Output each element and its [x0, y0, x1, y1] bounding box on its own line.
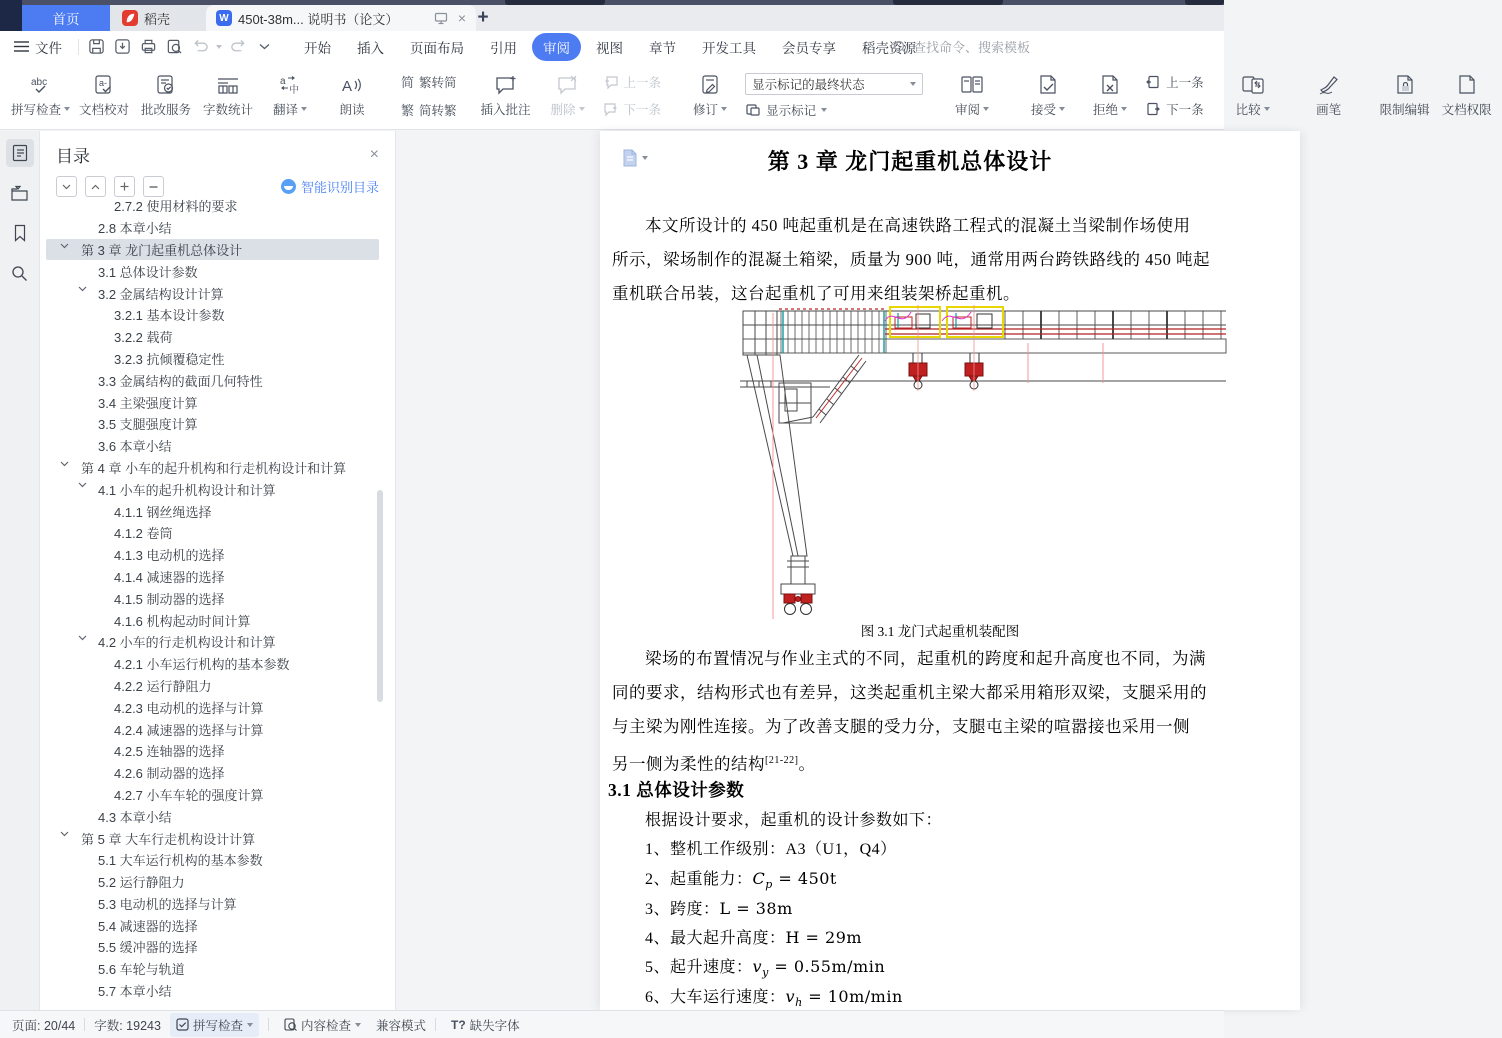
search-icon: [893, 40, 907, 54]
content-check-status-label: 内容检查: [300, 1018, 351, 1033]
accept-change-label: 接受: [1031, 102, 1057, 117]
export-button[interactable]: [109, 36, 135, 58]
next-change-label: 下一条: [1166, 103, 1204, 117]
accept-change-button[interactable]: [1017, 66, 1079, 126]
toc-item[interactable]: [46, 696, 379, 718]
tab-home-label: 首页: [52, 12, 80, 27]
track-changes-icon: [699, 74, 721, 96]
translate-label: 翻译: [273, 102, 299, 117]
param-line: 3、跨度：L = 38m: [645, 898, 793, 918]
paragraph-text: 另一侧为柔性的结构: [612, 754, 765, 774]
menu-bar: [0, 31, 1224, 62]
toc-item-label: 第 4 章 小车的起升机构和行走机构设计和计算: [81, 460, 347, 476]
trad-char-icon: 繁: [401, 103, 415, 118]
menu-tab-1[interactable]: 插入: [357, 40, 384, 56]
svg-text:a-: a-: [99, 77, 108, 88]
toc-item[interactable]: [46, 326, 379, 348]
prev-comment-icon: [603, 75, 619, 89]
markup-state-select[interactable]: [745, 73, 923, 95]
ink-brush-label: 画笔: [1316, 102, 1342, 117]
toc-item-label: 3.1 总体设计参数: [98, 264, 198, 280]
collapse-all-button[interactable]: [85, 176, 106, 197]
toc-panel-title: 目录: [56, 147, 90, 166]
toc-item[interactable]: [46, 653, 379, 675]
search-icon: [11, 265, 28, 282]
undo-button[interactable]: [187, 36, 213, 58]
toc-item[interactable]: [46, 522, 379, 544]
doc-proofread-label: 文档校对: [79, 102, 130, 117]
paragraph-line: 本文所设计的 450 吨起重机是在高速铁路工程式的混凝土当梁制作场使用: [645, 216, 1191, 235]
toc-item-label: 4.2.4 减速器的选择与计算: [114, 722, 264, 738]
toc-item-label: 4.2.1 小车运行机构的基本参数: [114, 657, 290, 673]
simp-char-icon: 简: [401, 75, 415, 90]
toc-item[interactable]: [46, 718, 379, 740]
param-line: 5、起升速度：$v_y = 0.55m/\min$: [645, 957, 886, 980]
toc-item-label: 4.1.6 机构起动时间计算: [114, 613, 251, 629]
track-changes-button[interactable]: [679, 66, 741, 126]
smart-toc-label: 智能识别目录: [300, 180, 379, 195]
expand-all-button[interactable]: [56, 176, 77, 197]
spell-check-status-label: 拼写检查: [192, 1018, 243, 1033]
toc-item[interactable]: [46, 980, 379, 1002]
toc-item-label: 3.2.2 载荷: [114, 330, 173, 346]
menu-tab-4[interactable]: 审阅: [532, 33, 581, 61]
chevron-down-icon[interactable]: [78, 635, 87, 641]
tab-document-label: 450t-38m... 说明书（论文）: [238, 11, 399, 27]
folder-flag-icon: [10, 185, 29, 202]
smart-toc-icon: [281, 179, 296, 194]
save-button[interactable]: [83, 36, 109, 58]
insert-comment-button[interactable]: [475, 66, 537, 126]
tab-docer-label: 稻壳: [144, 11, 171, 27]
doc-proofread-button[interactable]: [73, 66, 135, 126]
toc-list: [40, 195, 395, 1010]
correction-service-label: 批改服务: [141, 102, 192, 117]
checkbox-checked-icon: [176, 1018, 189, 1031]
correction-service-icon: [155, 74, 177, 96]
new-tab-button[interactable]: [470, 5, 496, 31]
toc-item-label: 5.1 大车运行机构的基本参数: [98, 853, 263, 869]
prev-comment-label: 上一条: [623, 76, 662, 90]
markup-state-value: 显示标记的最终状态: [752, 77, 865, 92]
simp-to-trad-button[interactable]: [401, 100, 457, 119]
toc-item[interactable]: [46, 217, 379, 239]
toc-item-label: 5.5 缓冲器的选择: [98, 940, 198, 956]
toc-item[interactable]: [46, 827, 379, 849]
trad-to-simp-label: 繁转简: [419, 75, 457, 90]
side-icon-strip: [0, 131, 40, 1010]
undo-dropdown-icon[interactable]: [213, 36, 225, 58]
figure-caption: 图 3.1 龙门式起重机装配图: [860, 624, 1020, 639]
toc-item[interactable]: [46, 566, 379, 588]
bookmark-icon: [13, 224, 27, 242]
compare-label: 比较: [1235, 102, 1261, 117]
chapter-title: 第 3 章 龙门起重机总体设计: [767, 149, 1053, 174]
menu-tab-9[interactable]: 稻壳资源: [862, 40, 916, 56]
toc-item[interactable]: [46, 762, 379, 784]
chevron-down-icon[interactable]: [78, 482, 87, 488]
document-page[interactable]: [600, 131, 1300, 1010]
toc-item-label: 4.2.6 制动器的选择: [114, 766, 225, 782]
restrict-editing-icon: [1394, 74, 1416, 96]
next-change-icon: [1145, 102, 1161, 116]
read-aloud-label: 朗读: [339, 102, 365, 117]
toc-item[interactable]: [46, 631, 379, 653]
tabbar-left-corner: [0, 0, 22, 31]
toc-item-label: 5.2 运行静阻力: [98, 875, 185, 891]
toc-item-label: 第 3 章 龙门起重机总体设计: [81, 242, 243, 258]
next-change-button[interactable]: [1145, 100, 1204, 118]
smart-toc-button[interactable]: [281, 177, 379, 196]
prev-change-button[interactable]: [1145, 73, 1204, 91]
command-search[interactable]: [893, 31, 1030, 62]
menu-tab-0[interactable]: 开始: [304, 40, 331, 56]
toc-item[interactable]: [46, 893, 379, 915]
toc-item[interactable]: [46, 348, 379, 370]
toc-item[interactable]: [46, 282, 379, 304]
menu-tab-3[interactable]: 引用: [490, 40, 517, 56]
svg-text:a: a: [280, 75, 286, 87]
ribbon-review: [0, 62, 1492, 130]
page-indicator: 页面: 20/44: [12, 1018, 76, 1033]
toc-panel-toggle[interactable]: [6, 139, 34, 167]
menu-tab-2[interactable]: 页面布局: [410, 40, 464, 56]
status-bar: [0, 1010, 1224, 1038]
toc-item[interactable]: [46, 304, 379, 326]
wps-writer-icon: W: [216, 10, 232, 26]
tab-close-icon[interactable]: ×: [457, 10, 466, 26]
show-markup-label: 显示标记: [766, 103, 817, 118]
document-workspace: [396, 131, 1224, 1010]
param-line: 1、整机工作级别：A3（U1，Q4）: [645, 841, 897, 858]
simp-to-trad-label: 简转繁: [419, 103, 457, 118]
toc-item[interactable]: [46, 435, 379, 457]
toc-item[interactable]: [46, 457, 379, 479]
review-pane-button[interactable]: [941, 66, 1003, 126]
tab-docer[interactable]: [110, 5, 218, 31]
toc-item[interactable]: [46, 849, 379, 871]
chevron-down-icon[interactable]: [60, 831, 69, 837]
chevron-down-icon[interactable]: [78, 286, 87, 292]
menu-tab-6[interactable]: 章节: [649, 40, 676, 56]
reject-change-label: 拒绝: [1093, 102, 1119, 117]
doc-search-icon: [284, 1018, 297, 1031]
spell-check-icon: [29, 74, 53, 96]
file-menu-label: 文件: [35, 40, 62, 56]
next-comment-label: 下一条: [623, 103, 662, 117]
chevron-down-icon[interactable]: [60, 461, 69, 467]
delete-comment-icon: [556, 74, 580, 96]
toc-item[interactable]: [46, 239, 379, 261]
menu-tab-5[interactable]: 视图: [596, 40, 623, 56]
toc-panel: [40, 131, 396, 1010]
toc-item-label: 第 5 章 大车行走机构设计计算: [81, 831, 256, 847]
toc-item-label: 4.2.7 小车车轮的强度计算: [114, 787, 264, 803]
correction-service-button[interactable]: [135, 66, 197, 126]
spell-check-button[interactable]: [8, 66, 73, 126]
toc-item-label: 5.7 本章小结: [98, 984, 172, 1000]
word-count-label: 字数统计: [203, 102, 254, 117]
toolbar-more-icon[interactable]: [251, 36, 277, 58]
svg-text:A: A: [342, 77, 353, 95]
toc-item-label: 3.6 本章小结: [98, 439, 172, 455]
compat-mode-label[interactable]: 兼容模式: [375, 1018, 426, 1033]
accept-change-icon: [1037, 74, 1059, 96]
toc-item-label: 5.4 减速器的选择: [98, 918, 198, 934]
toc-item-label: 4.1.4 减速器的选择: [114, 569, 225, 585]
doc-permission-button[interactable]: [1436, 66, 1498, 126]
spell-check-label: 拼写检查: [11, 102, 62, 117]
delete-comment-button[interactable]: [537, 66, 599, 126]
review-pane-label: 审阅: [955, 102, 981, 117]
word-count-icon: [216, 74, 240, 96]
toc-item[interactable]: [46, 587, 379, 609]
restrict-editing-label: 限制编辑: [1379, 102, 1430, 117]
background-window-edge: [1185, 0, 1224, 5]
paragraph-line: 重机联合吊装，这台起重机了可用来组装架桥起重机。: [612, 284, 1020, 303]
expand-level-button[interactable]: [114, 176, 135, 197]
section-heading: 3.1 总体设计参数: [608, 780, 745, 800]
paragraph-line: 梁场的布置情况与作业主式的不同，起重机的跨度和起升高度也不同，为满: [645, 649, 1206, 668]
paragraph-line: [612, 744, 816, 778]
command-search-placeholder: 查找命令、搜索模板: [913, 40, 1031, 55]
param-line: 6、大车运行速度：$v_h = 10m/\min$: [645, 986, 903, 1009]
toc-item[interactable]: [46, 805, 379, 827]
prev-change-label: 上一条: [1166, 76, 1204, 90]
bookmark-toggle[interactable]: [6, 219, 34, 247]
param-line: 4、最大起升高度：H = 29m: [645, 927, 863, 947]
content-check-status[interactable]: [278, 1013, 367, 1037]
menu-tab-7[interactable]: 开发工具: [702, 40, 756, 56]
toc-item-label: 5.3 电动机的选择与计算: [98, 896, 237, 912]
compare-icon: [1241, 74, 1265, 96]
chapter-nav-toggle[interactable]: [6, 179, 34, 207]
word-count-indicator: 字数: 19243: [94, 1018, 161, 1033]
menu-tab-8[interactable]: 会员专享: [782, 40, 836, 56]
toc-item[interactable]: [46, 740, 379, 762]
toc-item[interactable]: [46, 195, 379, 217]
toc-item[interactable]: [46, 936, 379, 958]
params-intro: 根据设计要求，起重机的设计参数如下：: [645, 812, 943, 829]
new-tab-label: +: [477, 7, 489, 28]
restrict-editing-button[interactable]: [1374, 66, 1436, 126]
docer-logo-icon: [122, 10, 138, 26]
toc-item-label: 3.3 金属结构的截面几何特性: [98, 373, 263, 389]
collapse-level-button[interactable]: [143, 176, 164, 197]
translate-button[interactable]: [259, 66, 321, 126]
toc-item[interactable]: [46, 260, 379, 282]
delete-comment-label: 删除: [550, 102, 576, 117]
toc-item[interactable]: [46, 478, 379, 500]
show-markup-button[interactable]: [745, 101, 923, 119]
next-comment-button[interactable]: [603, 100, 662, 118]
param-line: 2、起重能力：$C_p = 450t$: [645, 869, 837, 892]
chevron-down-icon[interactable]: [60, 243, 69, 249]
tab-document[interactable]: [206, 5, 476, 31]
trad-to-simp-button[interactable]: [401, 72, 457, 91]
search-panel-toggle[interactable]: [6, 259, 34, 287]
toc-item[interactable]: [46, 914, 379, 936]
toc-item[interactable]: [46, 369, 379, 391]
svg-text:中: 中: [289, 84, 300, 96]
missing-font-label: 缺失字体: [469, 1018, 520, 1033]
toc-item-label: 4.1 小车的起升机构设计和计算: [98, 482, 276, 498]
ink-brush-button[interactable]: [1298, 66, 1360, 126]
toc-item[interactable]: [46, 958, 379, 980]
toc-item-label: 3.2.1 基本设计参数: [114, 308, 225, 324]
window-tab-bar: [0, 0, 1224, 31]
read-aloud-icon: [340, 74, 364, 96]
read-aloud-button[interactable]: [321, 66, 383, 126]
reject-change-icon: [1099, 74, 1121, 96]
crane-assembly-figure[interactable]: [735, 303, 1227, 625]
track-changes-label: 修订: [693, 102, 719, 117]
redo-button[interactable]: [225, 36, 251, 58]
review-pane-icon: [960, 74, 984, 96]
menu-tabs: [293, 33, 927, 61]
close-icon[interactable]: ×: [369, 145, 379, 163]
prev-change-icon: [1145, 75, 1161, 89]
svg-text:abc: abc: [30, 76, 47, 88]
show-markup-icon: [745, 103, 761, 117]
toc-item-label: 2.8 本章小结: [98, 221, 172, 237]
spell-check-status[interactable]: [170, 1013, 259, 1037]
missing-font-status[interactable]: [445, 1013, 526, 1037]
doc-proofread-icon: [93, 74, 115, 96]
background-window-edge: [893, 0, 1003, 5]
reject-change-button[interactable]: [1079, 66, 1141, 126]
insert-comment-label: 插入批注: [480, 102, 531, 117]
toc-item[interactable]: [46, 784, 379, 806]
print-button[interactable]: [135, 36, 161, 58]
paragraph-line: 与主梁为刚性连接。为了改善支腿的受力分，支腿屯主梁的喧嚣接也采用一侧: [612, 717, 1190, 736]
ink-brush-icon: [1317, 74, 1341, 96]
toc-item-label: 4.1.3 电动机的选择: [114, 548, 225, 564]
toc-item-label: 4.2 小车的行走机构设计和计算: [98, 635, 276, 651]
toc-item-label: 4.2.2 运行静阻力: [114, 678, 212, 694]
toc-item[interactable]: [46, 544, 379, 566]
toc-item-label: 4.2.3 电动机的选择与计算: [114, 700, 264, 716]
toc-item-label: 4.1.2 卷筒: [114, 526, 173, 542]
tab-pin-monitor-icon[interactable]: [434, 12, 448, 25]
doc-permission-label: 文档权限: [1441, 102, 1492, 117]
outline-icon: [11, 144, 29, 162]
insert-comment-icon: [494, 74, 518, 96]
paragraph-text: 。: [798, 754, 816, 774]
doc-permission-icon: [1456, 74, 1478, 96]
toc-item[interactable]: [46, 391, 379, 413]
background-window-edge: [505, 0, 605, 5]
citation-ref: [21-22]: [765, 755, 799, 766]
toc-item-label: 3.5 支腿强度计算: [98, 417, 198, 433]
toc-item[interactable]: [46, 675, 379, 697]
word-count-button[interactable]: [197, 66, 259, 126]
toc-scrollbar-thumb[interactable]: [377, 490, 383, 702]
next-comment-icon: [603, 102, 619, 116]
paragraph-line: 同的要求，结构形式也有差异，这类起重机主梁大都采用箱形双梁，支腿采用的: [612, 683, 1207, 702]
toc-item-label: 5.6 车轮与轨道: [98, 962, 185, 978]
toc-item-label: 2.7.2 使用材料的要求: [114, 199, 238, 215]
paragraph-line: 所示，梁场制作的混凝土箱梁，质量为 900 吨，通常用两台跨铁路线的 450 吨起: [612, 250, 1210, 269]
toc-item[interactable]: [46, 500, 379, 522]
toc-item[interactable]: [46, 413, 379, 435]
toc-item-label: 3.2.3 抗倾覆稳定性: [114, 351, 225, 367]
toc-item[interactable]: [46, 871, 379, 893]
compare-button[interactable]: [1222, 66, 1284, 126]
toc-item-label: 4.3 本章小结: [98, 809, 172, 825]
missing-font-icon: T?: [451, 1017, 466, 1032]
hamburger-icon: [14, 41, 29, 52]
toc-item-label: 3.2 金属结构设计计算: [98, 286, 224, 302]
toc-item-label: 4.1.1 钢丝绳选择: [114, 504, 212, 520]
print-preview-button[interactable]: [161, 36, 187, 58]
tab-home[interactable]: [22, 5, 110, 31]
translate-icon: [278, 74, 302, 96]
toc-item[interactable]: [46, 609, 379, 631]
prev-comment-button[interactable]: [603, 73, 662, 91]
toc-item-label: 4.1.5 制动器的选择: [114, 591, 225, 607]
toc-item-label: 3.4 主梁强度计算: [98, 395, 198, 411]
toc-item-label: 4.2.5 连轴器的选择: [114, 744, 225, 760]
file-menu-button[interactable]: [0, 37, 74, 57]
